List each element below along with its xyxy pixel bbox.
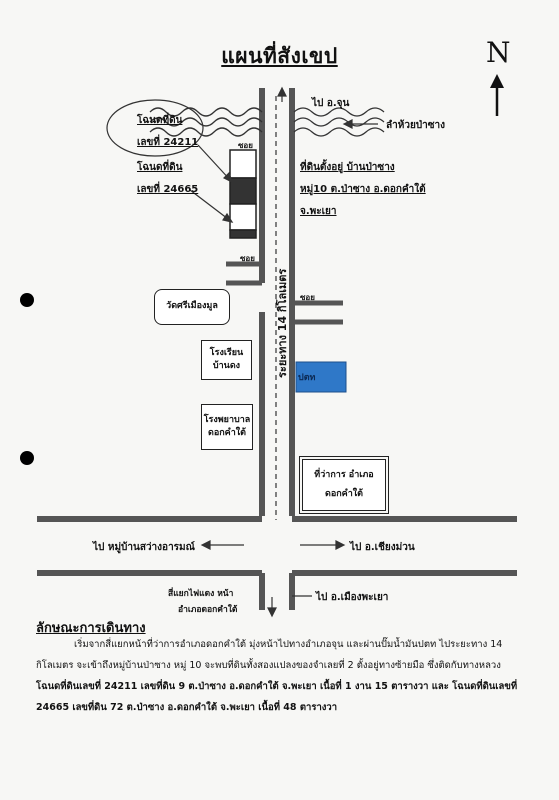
deed1-title: โฉนดที่ดิน [137,115,183,126]
to-chiangmuan-label: ไป อ.เชียงม่วน [350,542,415,553]
deed1-number: เลขที่ 24211 [137,137,199,148]
school-label-2: บ้านดง [212,361,241,371]
direction-arrows [202,541,344,549]
description-line-4: 24665 เลขที่ดิน 72 ต.ป่าซาง อ.ดอกคำใต้ จ.พะเยา เนื้อที่ 48 ตารางวา [36,702,338,713]
soi-label-left: ซอย [240,254,255,263]
description-line-2: กิโลเมตร จะเข้าถึงหมู่บ้านป่าซาง หมู่ 10 จะพบที่ดินทั้งสองแปลงของจำเลยที่ 2 ตั้งอยู่ทางซ้ายมือ ซึ่งติดกับทางหลวง [36,660,501,671]
soi-label-top: ซอย [238,141,253,150]
stream-label: ลำห้วยป่าซาง [386,120,446,131]
district-office-label-2: ดอกคำใต้ [324,489,363,499]
travel-description [36,634,526,718]
hospital-box [201,404,253,450]
to-sawang-label: ไป หมู่บ้านสว่างอารมณ์ [93,542,195,553]
land-location-line1: ที่ดินตั้งอยู่ บ้านป่าซาง [300,162,395,173]
punch-hole-top [20,293,34,307]
north-arrow-icon [490,74,504,116]
map-title: แผนที่สังเขป [221,44,338,68]
land-plots [230,150,256,238]
temple-label: วัดศรีเมืองมูล [166,301,218,312]
temple-box [154,289,230,325]
distance-label: ระยะทาง 14 กิโลเมตร [276,268,289,378]
land-location-line2: หมู่10 ต.ป่าซาง อ.ดอกคำใต้ [300,184,426,195]
travel-description-heading: ลักษณะการเดินทาง [36,621,146,636]
to-phayao-label: ไป อ.เมืองพะเยา [316,592,389,603]
hospital-label-1: โรงพยาบาล [203,414,251,425]
gas-station-label: ปตท [298,373,316,383]
school-label-1: โรงเรียน [209,347,244,358]
traffic-light-label-1: สี่แยกไฟแดง หน้า [168,589,234,599]
north-label: N [486,36,511,69]
district-office-label-1: ที่ว่าการ อำเภอ [314,469,374,480]
description-line-3: โฉนดที่ดินเลขที่ 24211 เลขที่ดิน 9 ต.ป่าซาง อ.ดอกคำใต้ จ.พะเยา เนื้อที่ 1 งาน 15 ตารางวา และ โฉนดที่ดินเลขที่ [36,681,518,692]
description-line-1: เริ่มจากสี่แยกหน้าที่ว่าการอำเภอดอกคำใต้ มุ่งหน้าไปทางอำเภอจุน และผ่านปั๊มน้ำมันปตท ไประยะทาง 14 [74,639,503,650]
school-box [201,340,252,380]
deed2-title: โฉนดที่ดิน [137,162,183,173]
south-road [262,573,292,610]
district-office-box [302,459,386,511]
punch-hole-bottom [20,451,34,465]
land-location-line3: จ.พะเยา [300,206,337,217]
soi-label-right: ซอย [300,293,315,302]
deed2-number: เลขที่ 24665 [137,184,199,195]
to-chun-label: ไป อ.จุน [312,98,350,109]
traffic-light-label-2: อำเภอดอกคำใต้ [178,605,238,615]
hospital-label-2: ดอกคำใต้ [207,428,246,438]
